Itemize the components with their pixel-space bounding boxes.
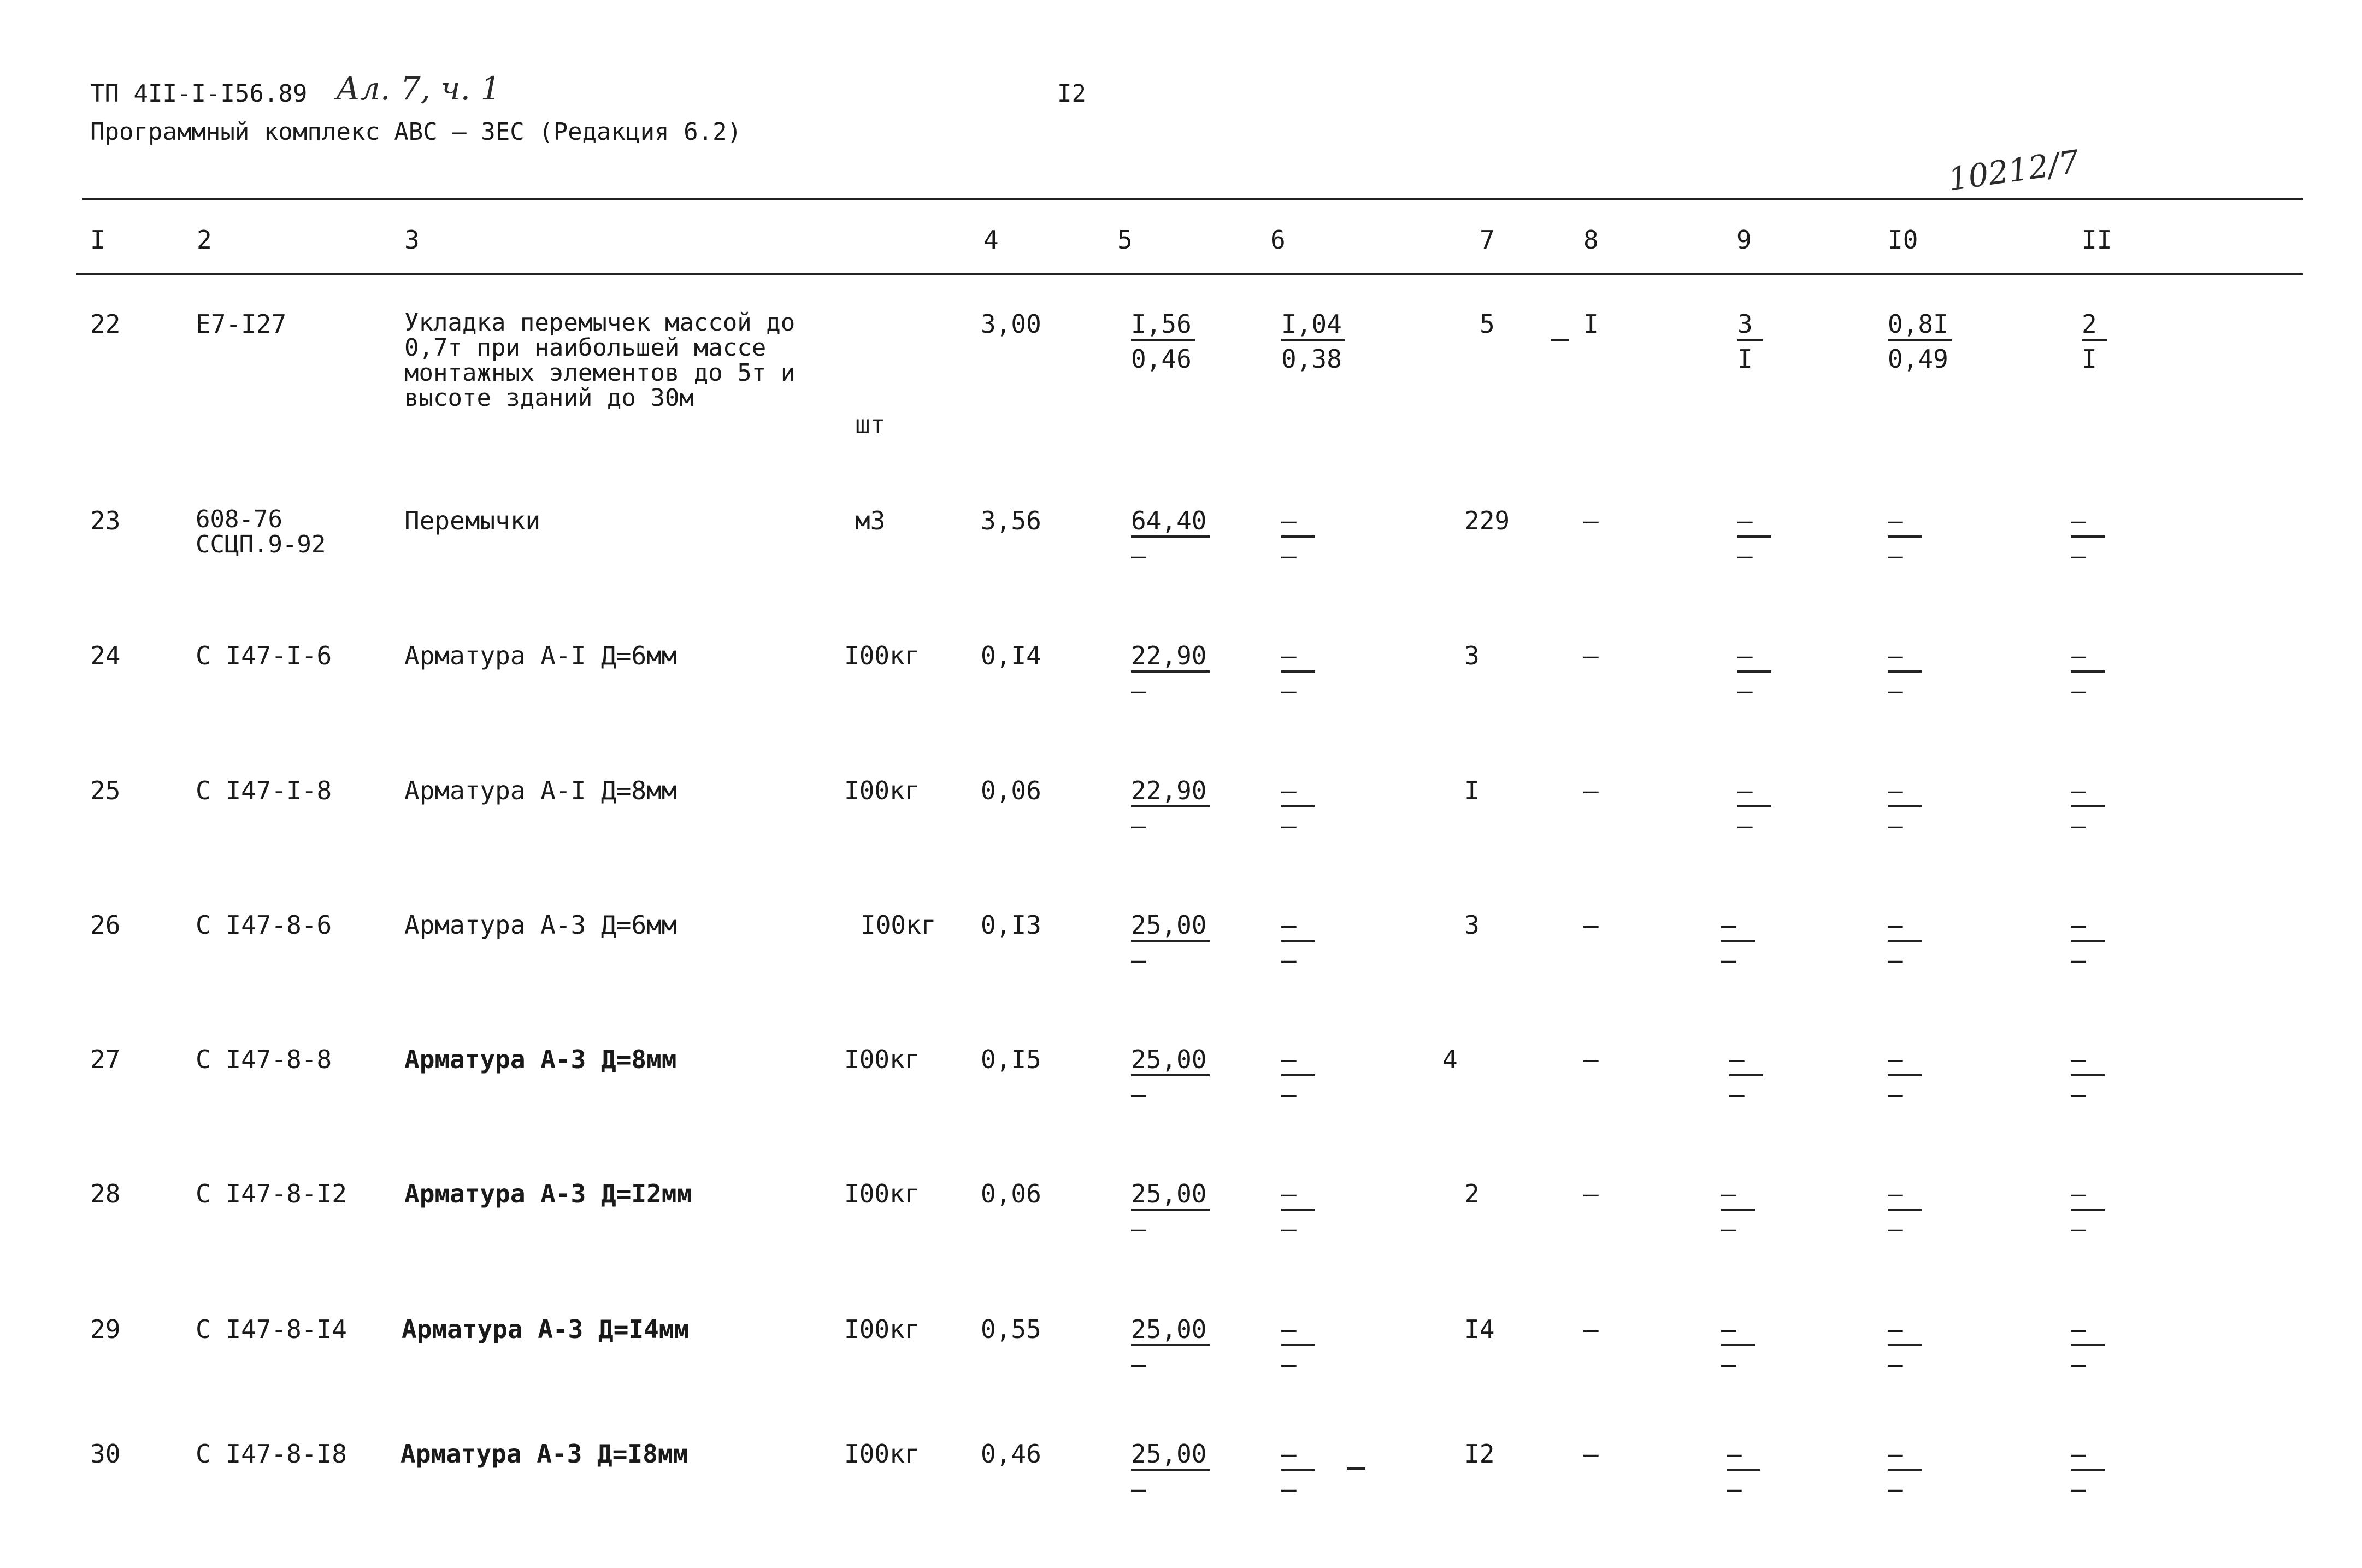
- page-number: I2: [1057, 80, 1086, 108]
- col8-value: –: [1583, 1314, 1599, 1344]
- col7-value: 3: [1464, 641, 1480, 670]
- fraction-col5: [1131, 1440, 1210, 1502]
- fraction-col11: [2071, 507, 2105, 569]
- column-number: I0: [1888, 225, 1918, 255]
- fraction-bottom: –: [1737, 811, 1753, 840]
- row-number: 22: [90, 309, 121, 339]
- fraction-top: –: [2071, 1316, 2105, 1346]
- fraction-top: –: [1721, 911, 1755, 942]
- fraction-bottom: I: [2082, 344, 2097, 374]
- col7-value: I: [1464, 776, 1480, 805]
- fraction-col9: [1737, 777, 1771, 839]
- fraction-top: 25,00: [1131, 1316, 1210, 1346]
- fraction-top: 25,00: [1131, 911, 1210, 942]
- row-number: 29: [90, 1314, 121, 1344]
- unit: I00кг: [844, 641, 920, 670]
- fraction-top: –: [1888, 1180, 1922, 1211]
- fraction-col6: [1281, 1316, 1315, 1378]
- unit: I00кг: [844, 1314, 920, 1344]
- fraction-col10: [1888, 310, 1952, 373]
- fraction-col10: [1888, 1180, 1922, 1242]
- row-number: 25: [90, 776, 121, 805]
- fraction-bottom: I: [1737, 344, 1753, 374]
- fraction-col11: [2071, 911, 2105, 974]
- row-number: 28: [90, 1179, 121, 1209]
- col7-value: 3: [1464, 910, 1480, 940]
- fraction-top: –: [1888, 777, 1922, 807]
- fraction-top: –: [1888, 1046, 1922, 1076]
- fraction-col5: [1131, 1180, 1210, 1242]
- col8-value: –: [1583, 641, 1599, 670]
- fraction-bottom: –: [2071, 945, 2086, 975]
- fraction-top: –: [1729, 1046, 1763, 1076]
- fraction-col10: [1888, 507, 1922, 569]
- fraction-col11: [2071, 1440, 2105, 1502]
- fraction-top: –: [1281, 777, 1315, 807]
- fraction-col10: [1888, 1046, 1922, 1108]
- fraction-top: –: [2071, 1046, 2105, 1076]
- fraction-col10: [1888, 1440, 1922, 1502]
- table-top-rule: [82, 198, 2303, 200]
- fraction-col5: [1131, 1046, 1210, 1108]
- fraction-bottom: –: [1737, 676, 1753, 705]
- fraction-top: –: [1888, 1440, 1922, 1471]
- fraction-bottom: –: [1727, 1474, 1742, 1504]
- fraction-top: –: [2071, 911, 2105, 942]
- col7-value: I2: [1464, 1439, 1495, 1469]
- fraction-top: 0,8I: [1888, 310, 1952, 341]
- unit: I00кг: [861, 910, 936, 940]
- column-number: 9: [1736, 225, 1752, 255]
- fraction-bottom: –: [1281, 945, 1297, 975]
- col7-value: I4: [1464, 1314, 1495, 1344]
- handwritten-reference: Ал. 7, ч. 1: [336, 70, 501, 107]
- unit: I00кг: [844, 776, 920, 805]
- fraction-bottom: –: [2071, 676, 2086, 705]
- column-number: 5: [1117, 225, 1133, 255]
- col8-value: –: [1583, 1179, 1599, 1209]
- fraction-bottom: –: [1131, 1214, 1146, 1243]
- fraction-bottom: –: [1281, 1474, 1297, 1504]
- fraction-bottom: –: [1131, 1474, 1146, 1504]
- unit: I00кг: [844, 1179, 920, 1209]
- rate-code: С I47-8-I8: [196, 1439, 347, 1469]
- col7-value: 4: [1442, 1045, 1458, 1074]
- rate-code: С I47-I-8: [196, 776, 332, 805]
- fraction-col6: [1281, 310, 1345, 373]
- document-subtitle: Программный комплекс АВС – 3ЕС (Редакция 6.2): [90, 118, 742, 146]
- fraction-top: –: [2071, 777, 2105, 807]
- fraction-top: 3: [1737, 310, 1763, 341]
- work-description: Арматура А-3 Д=I4мм: [402, 1314, 690, 1344]
- row-number: 24: [90, 641, 121, 670]
- fraction-top: –: [1888, 911, 1922, 942]
- fraction-col5: [1131, 1316, 1210, 1378]
- fraction-col11: [2071, 1316, 2105, 1378]
- fraction-col9: [1721, 1316, 1755, 1378]
- fraction-col9: [1737, 642, 1771, 704]
- fraction-bottom: –: [1888, 541, 1903, 570]
- quantity: 0,I4: [981, 641, 1041, 670]
- row-number: 23: [90, 506, 121, 535]
- fraction-col11: [2071, 642, 2105, 704]
- fraction-top: 25,00: [1131, 1180, 1210, 1211]
- fraction-top: –: [1281, 507, 1315, 538]
- unit: I00кг: [844, 1045, 920, 1074]
- fraction-top: –: [1888, 507, 1922, 538]
- rate-code: С I47-8-I2: [196, 1179, 347, 1209]
- fraction-top: –: [2071, 642, 2105, 673]
- document-code: ТП 4II-I-I56.89: [90, 80, 308, 108]
- col8-value: –: [1583, 1439, 1599, 1469]
- fraction-bottom: –: [1281, 1214, 1297, 1243]
- fraction-bottom: –: [1281, 1080, 1297, 1109]
- fraction-top: –: [1721, 1316, 1755, 1346]
- fraction-top: 2: [2082, 310, 2107, 341]
- fraction-col5: [1131, 911, 1210, 974]
- fraction-col5: [1131, 507, 1210, 569]
- unit: м3: [855, 506, 886, 535]
- row-number: 27: [90, 1045, 121, 1074]
- quantity: 0,46: [981, 1439, 1041, 1469]
- quantity: 0,I3: [981, 910, 1041, 940]
- col8-value: I: [1583, 309, 1599, 339]
- fraction-col9: [1729, 1046, 1763, 1108]
- fraction-top: –: [2071, 1440, 2105, 1471]
- fraction-col6: [1281, 911, 1315, 974]
- col8-value: –: [1583, 1045, 1599, 1074]
- work-description: Арматура А-3 Д=8мм: [404, 1045, 677, 1074]
- fraction-bottom: 0,46: [1131, 344, 1192, 374]
- column-number: 4: [983, 225, 999, 255]
- fraction-col6: [1281, 642, 1315, 704]
- unit: I00кг: [844, 1439, 920, 1469]
- fraction-bottom: –: [2071, 1474, 2086, 1504]
- fraction-col11: [2082, 310, 2107, 373]
- fraction-col9: [1737, 310, 1763, 373]
- work-description: Арматура А-3 Д=I8мм: [400, 1439, 688, 1469]
- work-description: Арматура А-I Д=6мм: [404, 641, 677, 670]
- fraction-bottom: –: [1888, 1214, 1903, 1243]
- fraction-top: –: [1888, 1316, 1922, 1346]
- fraction-top: 25,00: [1131, 1440, 1210, 1471]
- fraction-col6: [1281, 1440, 1315, 1502]
- fraction-bottom: 0,38: [1281, 344, 1342, 374]
- fraction-bottom: –: [1888, 676, 1903, 705]
- fraction-col6: [1281, 1046, 1315, 1108]
- fraction-top: –: [1281, 1316, 1315, 1346]
- work-description: Арматура А-3 Д=I2мм: [404, 1179, 692, 1209]
- fraction-bottom: –: [1281, 811, 1297, 840]
- quantity: 0,06: [981, 1179, 1041, 1209]
- fraction-bottom: –: [1888, 945, 1903, 975]
- col7-value: 2: [1464, 1179, 1480, 1209]
- fraction-col6: [1281, 777, 1315, 839]
- fraction-top: –: [1281, 642, 1315, 673]
- fraction-top: I,56: [1131, 310, 1195, 341]
- fraction-top: –: [1727, 1440, 1760, 1471]
- fraction-col10: [1888, 642, 1922, 704]
- work-description: Арматура А-I Д=8мм: [404, 776, 677, 805]
- fraction-top: 22,90: [1131, 642, 1210, 673]
- fraction-top: I,04: [1281, 310, 1345, 341]
- column-number: 6: [1270, 225, 1286, 255]
- fraction-bottom: –: [1131, 1349, 1146, 1379]
- quantity: 3,00: [981, 309, 1041, 339]
- col8-value: –: [1583, 776, 1599, 805]
- fraction-top: –: [1737, 777, 1771, 807]
- fraction-bottom: –: [1131, 1080, 1146, 1109]
- fraction-col5: [1131, 777, 1210, 839]
- fraction-col6: [1281, 507, 1315, 569]
- fraction-col9: [1721, 1180, 1755, 1242]
- col7-value: 5: [1480, 309, 1495, 339]
- fraction-top: –: [1737, 642, 1771, 673]
- column-number: 7: [1480, 225, 1495, 255]
- fraction-bottom: –: [2071, 541, 2086, 570]
- fraction-col9: [1737, 507, 1771, 569]
- fraction-bottom: –: [1131, 541, 1146, 570]
- col8-value: –: [1583, 910, 1599, 940]
- table-header-rule: [76, 273, 2303, 275]
- column-number: 8: [1583, 225, 1599, 255]
- fraction-top: –: [1888, 642, 1922, 673]
- work-description: Укладка перемычек массой до 0,7т при наибольшей массе монтажных элементов до 5т и высоте зданий до 30м: [404, 309, 796, 412]
- work-description: Арматура А-3 Д=6мм: [404, 910, 677, 940]
- fraction-bottom: –: [1131, 676, 1146, 705]
- fraction-bottom: –: [2071, 1349, 2086, 1379]
- fraction-bottom: –: [1729, 1080, 1745, 1109]
- fraction-bottom: –: [2071, 1080, 2086, 1109]
- column-number: II: [2082, 225, 2112, 255]
- column-number: 3: [404, 225, 420, 255]
- row-number: 30: [90, 1439, 121, 1469]
- fraction-bottom: –: [1131, 811, 1146, 840]
- fraction-top: 25,00: [1131, 1046, 1210, 1076]
- fraction-bottom: –: [1721, 1349, 1736, 1379]
- quantity: 0,55: [981, 1314, 1041, 1344]
- fraction-top: 64,40: [1131, 507, 1210, 538]
- fraction-top: 22,90: [1131, 777, 1210, 807]
- rate-code: С I47-I-6: [196, 641, 332, 670]
- work-description: Перемычки: [404, 506, 541, 535]
- rate-code: С I47-8-6: [196, 910, 332, 940]
- fraction-bottom: –: [1281, 1349, 1297, 1379]
- fraction-top: –: [2071, 507, 2105, 538]
- handwritten-id: 10212/7: [1946, 143, 2082, 198]
- fraction-bottom: –: [1721, 1214, 1736, 1243]
- fraction-bottom: 0,49: [1888, 344, 1948, 374]
- column-number: 2: [197, 225, 212, 255]
- fraction-col11: [2071, 1180, 2105, 1242]
- fraction-top: –: [1737, 507, 1771, 538]
- fraction-bottom: –: [1737, 541, 1753, 570]
- fraction-col6: [1281, 1180, 1315, 1242]
- column-number: I: [90, 225, 105, 255]
- fraction-top: –: [1721, 1180, 1755, 1211]
- fraction-bottom: –: [1888, 1474, 1903, 1504]
- fraction-bottom: –: [1721, 945, 1736, 975]
- fraction-col11: [2071, 1046, 2105, 1108]
- fraction-top: –: [2071, 1180, 2105, 1211]
- fraction-bottom: –: [2071, 1214, 2086, 1243]
- col8-value: –: [1583, 506, 1599, 535]
- quantity: 0,I5: [981, 1045, 1041, 1074]
- rate-code: 608-76 ССЦП.9-92: [196, 505, 326, 558]
- fraction-bottom: –: [1888, 1349, 1903, 1379]
- fraction-col9: [1727, 1440, 1760, 1502]
- fraction-bottom: –: [1281, 541, 1297, 570]
- col7-value: 229: [1464, 506, 1510, 535]
- fraction-col5: [1131, 310, 1195, 373]
- stray-dash: [1551, 339, 1569, 341]
- rate-code: С I47-8-8: [196, 1045, 332, 1074]
- fraction-bottom: –: [1888, 811, 1903, 840]
- fraction-bottom: –: [2071, 811, 2086, 840]
- fraction-top: –: [1281, 911, 1315, 942]
- fraction-top: –: [1281, 1440, 1315, 1471]
- fraction-col10: [1888, 777, 1922, 839]
- fraction-col11: [2071, 777, 2105, 839]
- fraction-col10: [1888, 911, 1922, 974]
- quantity: 0,06: [981, 776, 1041, 805]
- stray-dash: [1347, 1467, 1365, 1470]
- rate-code: Е7-I27: [196, 309, 287, 339]
- row-number: 26: [90, 910, 121, 940]
- fraction-bottom: –: [1888, 1080, 1903, 1109]
- fraction-col9: [1721, 911, 1755, 974]
- fraction-bottom: –: [1281, 676, 1297, 705]
- fraction-bottom: –: [1131, 945, 1146, 975]
- fraction-col5: [1131, 642, 1210, 704]
- unit: шт: [855, 410, 886, 439]
- fraction-top: –: [1281, 1180, 1315, 1211]
- fraction-top: –: [1281, 1046, 1315, 1076]
- quantity: 3,56: [981, 506, 1041, 535]
- fraction-col10: [1888, 1316, 1922, 1378]
- rate-code: С I47-8-I4: [196, 1314, 347, 1344]
